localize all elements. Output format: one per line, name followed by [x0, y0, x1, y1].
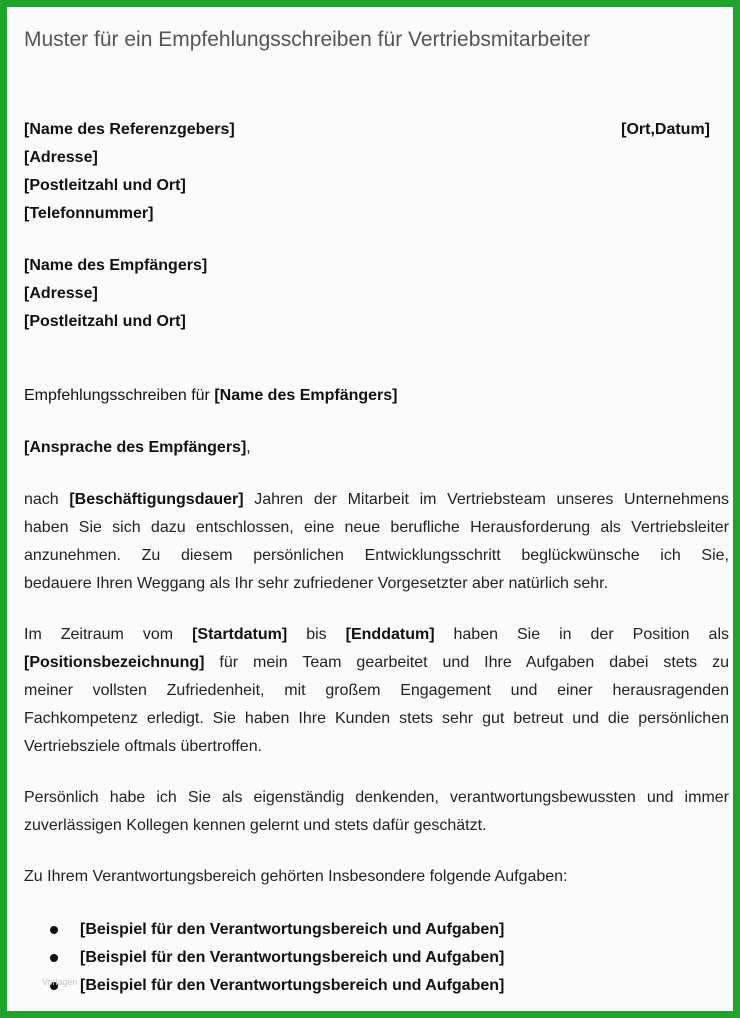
- placeholder-end-date: [Enddatum]: [345, 626, 435, 643]
- paragraph-3-line-2: zuverlässigen Kollegen kennen gelernt und stets dafür geschätzt.: [24, 817, 487, 834]
- placeholder-start-date: [Startdatum]: [192, 626, 288, 643]
- letter-page: [14, 14, 740, 1018]
- task-text: [Beispiel für den Verantwortungsbereich und Aufgaben]: [80, 949, 505, 966]
- sender-postal: [Postleitzahl und Ort]: [24, 177, 186, 194]
- p2-text-c: haben Sie in der Position als: [434, 626, 730, 643]
- placeholder-position: [Positionsbezeichnung]: [24, 654, 205, 671]
- sender-address: [Adresse]: [24, 149, 98, 166]
- recipient-name: [Name des Empfängers]: [24, 257, 208, 274]
- p2-text-rest: für mein Team gearbeitet und Ihre Aufgaben dabei stets zu: [204, 654, 729, 671]
- sender-name: [Name des Referenzgebers]: [24, 121, 235, 138]
- paragraph-2-line-3: meiner vollsten Zufriedenheit, mit großem Engagement und einer herausragenden: [24, 682, 729, 699]
- recipient-postal: [Postleitzahl und Ort]: [24, 313, 186, 330]
- salutation: [24, 439, 251, 457]
- p2-text-a: Im Zeitraum vom: [24, 626, 193, 643]
- subject-prefix: Empfehlungsschreiben für: [24, 387, 215, 404]
- list-item: [24, 972, 504, 1000]
- placeholder-duration: [Beschäftigungsdauer]: [69, 491, 244, 508]
- list-item: [24, 944, 504, 972]
- salutation-text: [Ansprache des Empfängers]: [24, 439, 247, 456]
- paragraph-3-line-1: Persönlich habe ich Sie als eigenständig denkenden, verantwortungsbewussten und immer: [24, 789, 729, 806]
- paragraph-2-line-5: Vertriebsziele oftmals übertroffen.: [24, 738, 263, 755]
- subject-line: [24, 387, 398, 405]
- page-title: Muster für ein Empfehlungsschreiben für Vertriebsmitarbeiter: [24, 28, 591, 51]
- watermark: Vorlagen: [42, 977, 78, 987]
- paragraph-2-line-4: Fachkompetenz erledigt. Sie haben Ihre Kunden stets sehr gut betreut und die persönlichen: [24, 710, 729, 727]
- place-date: [Ort,Datum]: [621, 121, 710, 138]
- bullet-icon: [50, 926, 58, 934]
- p1-text-post: Jahren der Mitarbeit im Vertriebsteam unseres Unternehmens: [243, 491, 729, 508]
- paragraph-2-line-1: [24, 621, 729, 649]
- paragraph-1-line-1: [24, 486, 729, 514]
- paragraph-1-line-3: anzunehmen. Zu diesem persönlichen Entwicklungsschritt beglückwünsche ich Sie,: [24, 547, 729, 564]
- subject-name: [Name des Empfängers]: [214, 387, 398, 404]
- paragraph-1-line-2: haben Sie sich dazu entschlossen, eine neue berufliche Herausforderung als Vertriebsleiter: [24, 519, 729, 536]
- paragraph-3: [24, 784, 729, 840]
- task-text: [Beispiel für den Verantwortungsbereich und Aufgaben]: [80, 977, 505, 994]
- bullet-icon: [50, 954, 58, 962]
- p1-text-pre: nach: [24, 491, 70, 508]
- paragraph-1: [24, 486, 729, 598]
- sender-phone: [Telefonnummer]: [24, 205, 154, 222]
- list-item: [24, 916, 504, 944]
- task-text: [Beispiel für den Verantwortungsbereich und Aufgaben]: [80, 921, 505, 938]
- paragraph-4: Zu Ihrem Verantwortungsbereich gehörten Insbesondere folgende Aufgaben:: [24, 868, 568, 885]
- paragraph-2: [24, 621, 729, 761]
- paragraph-1-line-4: bedauere Ihren Weggang als Ihr sehr zufriedener Vorgesetzter aber natürlich sehr.: [24, 575, 609, 592]
- recipient-address: [Adresse]: [24, 285, 98, 302]
- salutation-comma: ,: [246, 439, 251, 456]
- p2-text-b: bis: [287, 626, 346, 643]
- paragraph-2-line-2: [24, 649, 729, 677]
- task-list: [24, 916, 504, 1000]
